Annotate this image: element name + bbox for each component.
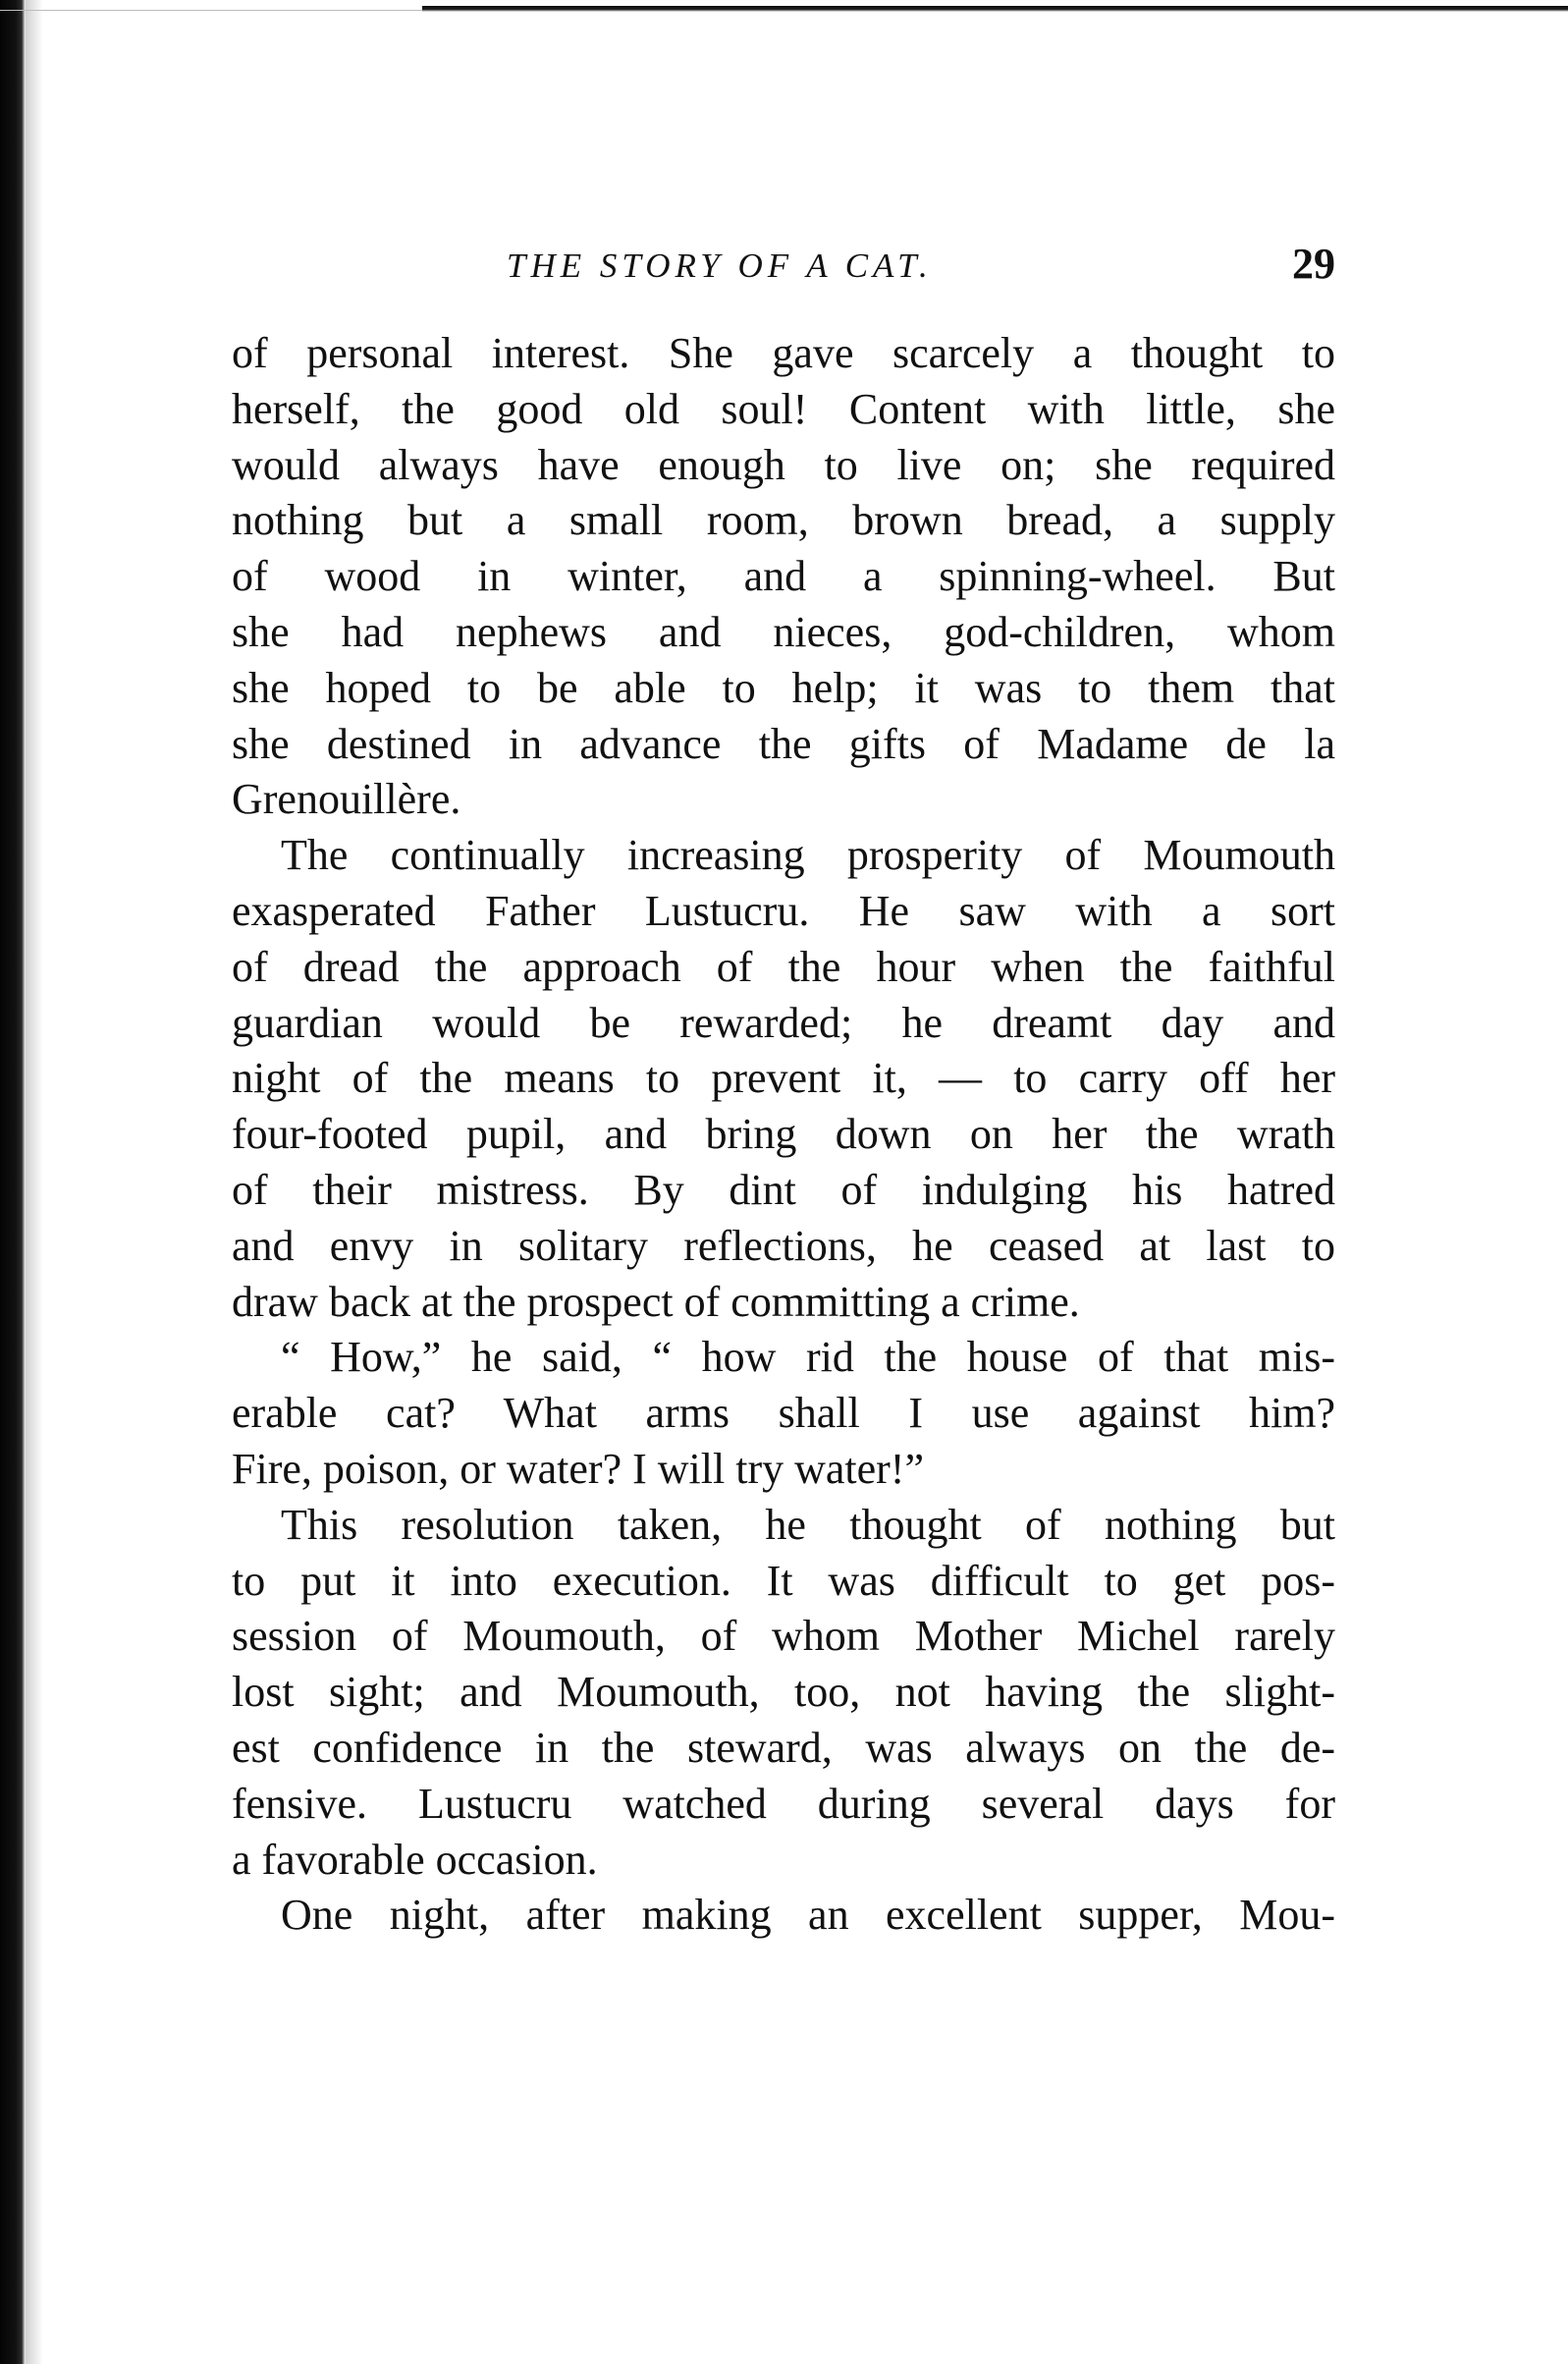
running-title: THE STORY OF A CAT. xyxy=(507,247,933,285)
text-line: “ How,” he said, “ how rid the house of that mis- xyxy=(281,1333,1335,1382)
gutter-shadow xyxy=(26,0,43,2364)
page-top-edge-thin xyxy=(0,10,422,11)
text-line: One night, after making an excellent supper, Mou- xyxy=(281,1891,1335,1940)
text-line: The continually increasing prosperity of Moumouth xyxy=(281,831,1335,880)
text-line: and envy in solitary reflections, he ceased at last to xyxy=(232,1221,1335,1270)
text-line: of their mistress. By dint of indulging his hatred xyxy=(232,1165,1335,1214)
text-line: of personal interest. She gave scarcely a thought to xyxy=(232,329,1335,377)
body-text xyxy=(232,326,1335,1944)
page-top-edge xyxy=(422,6,1568,12)
text-line: to put it into execution. It was difficult to get pos- xyxy=(232,1556,1335,1605)
text-line: she hoped to be able to help; it was to them that xyxy=(232,663,1335,712)
text-line: lost sight; and Moumouth, too, not having the slight- xyxy=(232,1668,1335,1717)
book-spine-shadow xyxy=(0,0,26,2364)
text-line: session of Moumouth, of whom Mother Michel rarely xyxy=(232,1612,1335,1661)
text-line: nothing but a small room, brown bread, a supply xyxy=(232,496,1335,545)
page-number: 29 xyxy=(1292,240,1335,288)
text-line: guardian would be rewarded; he dreamt day and xyxy=(232,998,1335,1047)
text-line: would always have enough to live on; she required xyxy=(232,440,1335,489)
text-line: herself, the good old soul! Content with little, she xyxy=(232,384,1335,433)
text-line: she destined in advance the gifts of Madame de la xyxy=(232,719,1335,768)
text-line: she had nephews and nieces, god-children, whom xyxy=(232,607,1335,656)
text-line: of wood in winter, and a spinning-wheel. But xyxy=(232,552,1335,601)
text-line: est confidence in the steward, was always on the de- xyxy=(232,1723,1335,1772)
text-line: erable cat? What arms shall I use against him? xyxy=(232,1389,1335,1438)
text-line: Grenouillère. xyxy=(232,775,461,824)
text-line: exasperated Father Lustucru. He saw with a sort xyxy=(232,886,1335,935)
text-line: four-footed pupil, and bring down on her the wrath xyxy=(232,1110,1335,1159)
text-line: draw back at the prospect of committing a crime. xyxy=(232,1277,1080,1326)
text-line: a favorable occasion. xyxy=(232,1835,598,1884)
running-header xyxy=(232,239,1335,298)
text-line: of dread the approach of the hour when the faithful xyxy=(232,942,1335,991)
text-line: night of the means to prevent it, — to carry off her xyxy=(232,1054,1335,1103)
text-line: fensive. Lustucru watched during several days for xyxy=(232,1779,1335,1828)
text-line: This resolution taken, he thought of nothing but xyxy=(281,1500,1335,1549)
text-line: Fire, poison, or water? I will try water!” xyxy=(232,1444,924,1493)
